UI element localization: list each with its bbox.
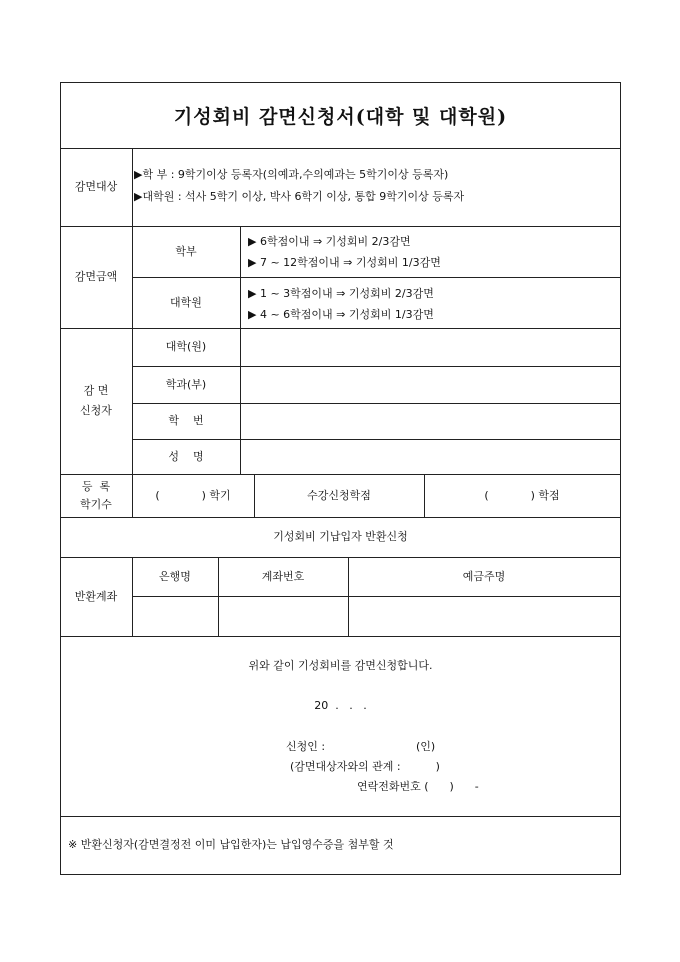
credits-field[interactable]: ( ) 학점 bbox=[484, 488, 560, 502]
applicant-label-line2: 신청자 bbox=[80, 404, 112, 417]
semester-field[interactable]: ( ) 학기 bbox=[155, 488, 231, 502]
declaration-statement: 위와 같이 기성회비를 감면신청합니다. bbox=[248, 659, 433, 672]
name-field[interactable] bbox=[241, 440, 620, 474]
student-id-field[interactable] bbox=[241, 404, 620, 439]
college-field[interactable] bbox=[241, 329, 620, 366]
student-id-label: 학 번 bbox=[168, 414, 204, 427]
amount-grad-line1: ▶ 1 ~ 3학점이내 ⇒ 기성회비 2/3감면 bbox=[248, 287, 434, 300]
declaration-phone[interactable]: 연락전화번호 ( ) - bbox=[357, 780, 479, 793]
amount-label: 감면금액 bbox=[74, 270, 118, 283]
credits-label: 수강신청학점 bbox=[307, 488, 371, 502]
page-title: 기성회비 감면신청서(대학 및 대학원) bbox=[173, 105, 508, 128]
department-label: 학과(부) bbox=[165, 377, 207, 391]
border-right bbox=[620, 82, 621, 875]
rule bbox=[60, 636, 621, 637]
college-label: 대학(원) bbox=[165, 340, 207, 353]
applicant-label bbox=[60, 328, 132, 474]
bank-field[interactable] bbox=[133, 597, 218, 636]
declaration-relation[interactable]: (감면대상자와의 관계 : ) bbox=[290, 760, 440, 773]
department-field[interactable] bbox=[241, 367, 620, 403]
declaration-applicant[interactable]: 신청인 : (인) bbox=[286, 740, 436, 753]
rule bbox=[60, 148, 621, 149]
amount-undergrad-line2: ▶ 7 ~ 12학점이내 ⇒ 기성회비 1/3감면 bbox=[248, 256, 441, 269]
border-bottom bbox=[60, 874, 621, 875]
declaration-date[interactable]: 20 . . . bbox=[314, 699, 367, 712]
target-label: 감면대상 bbox=[74, 180, 118, 193]
account-label: 계좌번호 bbox=[261, 569, 305, 583]
amount-undergrad-label: 학부 bbox=[175, 244, 197, 258]
amount-undergrad-line1: ▶ 6학점이내 ⇒ 기성회비 2/3감면 bbox=[248, 235, 411, 248]
holder-field[interactable] bbox=[349, 597, 620, 636]
registration-label bbox=[60, 474, 132, 517]
holder-label: 예금주명 bbox=[462, 569, 506, 583]
target-grad: ▶대학원 : 석사 5학기 이상, 박사 6학기 이상, 통합 9학기이상 등록자 bbox=[134, 190, 465, 203]
bank-label: 은행명 bbox=[159, 569, 191, 583]
refund-header: 기성회비 기납입자 반환신청 bbox=[273, 530, 408, 543]
amount-grad-label: 대학원 bbox=[170, 296, 202, 309]
amount-grad-line2: ▶ 4 ~ 6학점이내 ⇒ 기성회비 1/3감면 bbox=[248, 308, 434, 321]
note: ※ 반환신청자(감면결정전 이미 납입한자)는 납입영수증을 첨부할 것 bbox=[68, 838, 394, 851]
target-undergrad: ▶학 부 : 9학기이상 등록자(의예과,수의예과는 5학기이상 등록자) bbox=[134, 168, 449, 181]
registration-label-line2: 학기수 bbox=[80, 497, 112, 511]
account-field[interactable] bbox=[219, 597, 348, 636]
name-label: 성 명 bbox=[168, 449, 204, 463]
refund-label: 반환계좌 bbox=[74, 589, 118, 603]
registration-label-line1: 등 록 bbox=[81, 479, 111, 493]
applicant-label-line1: 감 면 bbox=[83, 384, 109, 397]
